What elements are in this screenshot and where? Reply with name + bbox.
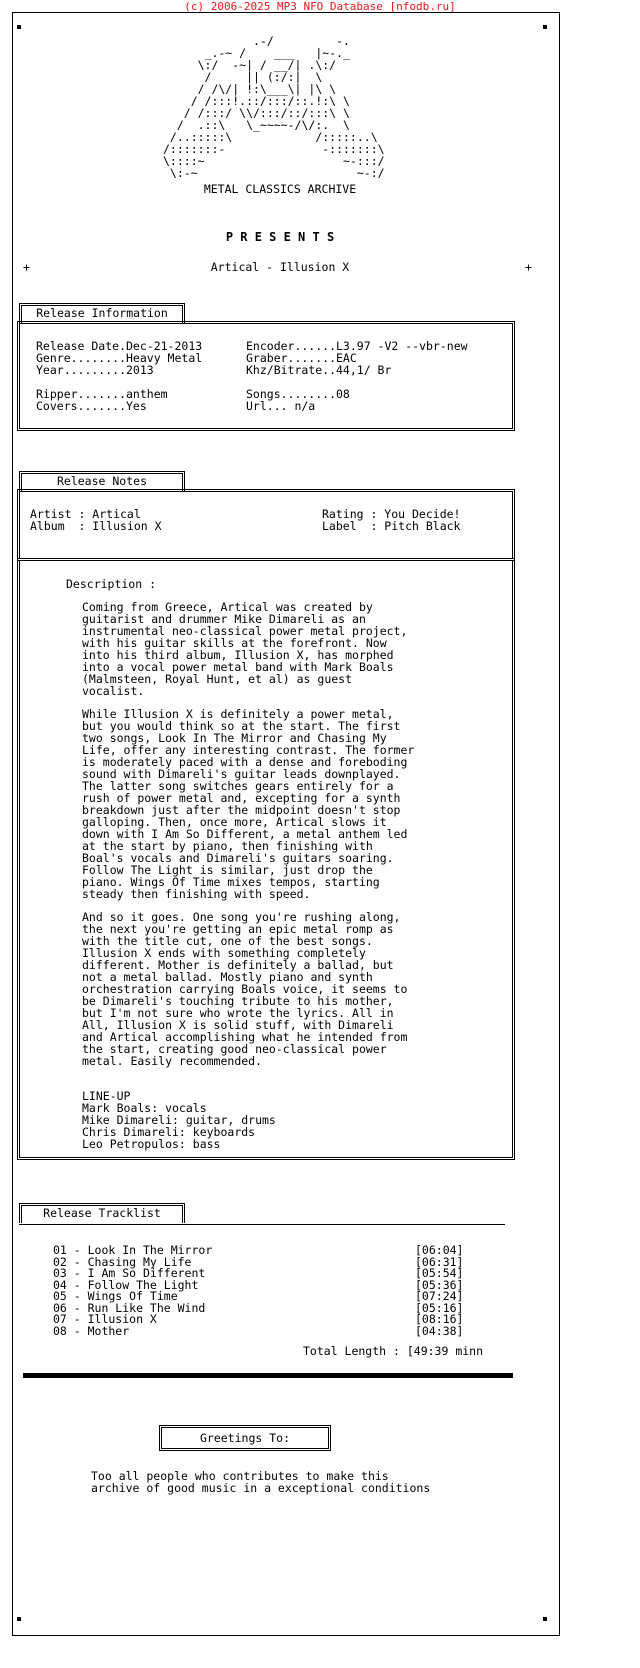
greetings-line: archive of good music in a exceptional conditions	[91, 1481, 431, 1495]
description-line: the next you're getting an epic metal romp as	[82, 922, 394, 936]
release-info-line: Year.........2013	[36, 363, 154, 377]
track-title: 03 - I Am So Different	[53, 1266, 206, 1280]
lineup-line: Mike Dimareli: guitar, drums	[82, 1113, 276, 1127]
release-notes-left	[30, 508, 162, 532]
description-line: While Illusion X is definitely a power metal,	[82, 707, 394, 721]
lineup-line: Mark Boals: vocals	[82, 1101, 207, 1115]
ascii-logo-line: _.-~ / ___ |~-._	[163, 46, 350, 60]
corner-dot-bottom-left	[17, 1617, 21, 1621]
release-notes-line: Label : Pitch Black	[322, 519, 461, 533]
description-line: piano. Wings Of Time mixes tempos, starting	[82, 875, 380, 889]
nfo-document	[12, 12, 560, 1636]
track-title: 02 - Chasing My Life	[53, 1254, 192, 1269]
description-line: Follow The Light is similar, just drop the	[82, 863, 373, 877]
lineup-line: LINE-UP	[82, 1089, 131, 1103]
description-line: but I'm not sure who wrote the lyrics. All in	[82, 1006, 394, 1020]
release-info-line: Url... n/a	[246, 399, 316, 413]
logo-caption: METAL CLASSICS ARCHIVE	[203, 182, 357, 196]
description-line: galloping. Then, once more, Artical slows it	[82, 815, 387, 829]
ascii-logo-line: / || (:/:| \	[163, 70, 323, 84]
description-heading: Description :	[66, 577, 157, 591]
presents-heading: P R E S E N T S	[225, 230, 335, 244]
track-length: [05:36]	[415, 1277, 464, 1292]
description-line: but you would think so at the start. The first	[82, 719, 401, 733]
release-info-line: Genre........Heavy Metal	[36, 351, 203, 365]
track-length: [06:04]	[415, 1243, 464, 1257]
description-line: and Artical accomplishing what he intended from	[82, 1030, 408, 1044]
description-line: the start, creating good neo-classical power	[82, 1042, 387, 1056]
greetings-line: Too all people who contributes to make this	[91, 1469, 389, 1483]
description-line: All, Illusion X is solid stuff, with Dimareli	[82, 1018, 394, 1032]
ascii-logo-line: / /\/| !:\___\| |\ \	[163, 82, 337, 96]
description-line: Coming from Greece, Artical was created by	[82, 600, 373, 614]
corner-dot-top-right	[543, 25, 547, 29]
corner-dot-bottom-right	[543, 1617, 547, 1621]
description-line: sound with Dimareli's guitar leads downplayed.	[82, 767, 401, 781]
description-line: vocalist.	[82, 684, 145, 698]
track-length: [05:54]	[415, 1266, 464, 1280]
track-length: [06:31]	[415, 1254, 464, 1269]
description-line: be Dimareli's touching tribute to his mother,	[82, 994, 394, 1008]
description-line: (Malmsteen, Royal Hunt, et al) as guest	[82, 672, 353, 686]
description-line: different. Mother is definitely a ballad, but	[82, 958, 394, 972]
description-line: into his third album, Illusion X, has morphed	[82, 648, 394, 662]
release-info-line: Release Date.Dec-21-2013	[36, 339, 203, 353]
description-line: two songs, Look In The Mirror and Chasing My	[82, 731, 387, 745]
ascii-logo-line: .-/ -.	[163, 34, 350, 48]
description-line: And so it goes. One song you're rushing along,	[82, 910, 401, 924]
description-line: into a vocal power metal band with Mark Boals	[82, 660, 394, 674]
release-notes-line: Rating : You Decide!	[322, 507, 461, 521]
track-length: [04:38]	[415, 1323, 464, 1338]
description-line: instrumental neo-classical power metal project,	[82, 624, 408, 638]
release-info-header: Release Information	[36, 306, 168, 320]
ascii-logo-line: /..:::::\ /:::::..\	[163, 130, 378, 144]
lineup-line: Leo Petropulos: bass	[82, 1137, 221, 1151]
release-notes-box	[17, 489, 515, 561]
description-line: metal. Easily recommended.	[82, 1054, 263, 1068]
watermark: (c) 2006-2025 MP3 NFO Database [nfodb.ru]	[184, 0, 456, 13]
ascii-logo-line: / /:::/ \\/:::/::/:::\ \	[163, 106, 350, 120]
release-info-tab	[19, 303, 185, 323]
tracklist-tab	[19, 1203, 185, 1223]
description-line: not a metal ballad. Mostly piano and synth	[82, 970, 373, 984]
ascii-logo	[163, 35, 423, 179]
description-paragraph	[82, 911, 414, 1067]
lineup	[82, 1090, 414, 1150]
track-row	[53, 1325, 473, 1337]
description-paragraph	[82, 601, 414, 697]
description-line: Boal's vocals and Dimareli's guitars soaring.	[82, 851, 394, 865]
description-line: with his guitar skills at the forefront. Now	[82, 636, 387, 650]
description-line: steady then finishing with speed.	[82, 887, 311, 901]
release-notes-line: Album : Illusion X	[30, 519, 162, 533]
description-line: Illusion X ends with something completely	[82, 946, 366, 960]
track-title: 05 - Wings Of Time	[53, 1289, 178, 1303]
description-line: guitarist and drummer Mike Dimareli as an	[82, 612, 366, 626]
release-info-line: Ripper.......anthem	[36, 387, 168, 401]
corner-dot-top-left	[17, 25, 21, 29]
plus-marker-right: +	[525, 260, 532, 274]
release-info-line: Encoder......L3.97 -V2 --vbr-new	[246, 339, 468, 353]
greetings-header: Greetings To:	[199, 1431, 290, 1445]
release-notes-right	[322, 508, 460, 532]
description-line: breakdown just after the midpoint doesn't stop	[82, 803, 401, 817]
greetings-text	[91, 1470, 430, 1494]
total-length: Total Length : [49:39 minn	[303, 1344, 484, 1358]
release-info-right	[246, 340, 468, 412]
greetings-box	[159, 1425, 331, 1451]
release-notes-header: Release Notes	[56, 474, 147, 488]
description-box	[17, 558, 515, 1160]
ascii-logo-line: \::::~ ~-:::/	[163, 154, 385, 168]
release-info-line: Graber.......EAC	[246, 351, 357, 365]
description-body	[82, 601, 414, 1150]
description-line: Life, offer any interesting contrast. The former	[82, 743, 415, 757]
track-title: 06 - Run Like The Wind	[53, 1300, 206, 1315]
description-line: is moderately paced with a dense and foreboding	[82, 755, 408, 769]
release-notes-line: Artist : Artical	[30, 507, 141, 521]
release-title: Artical - Illusion X	[210, 260, 350, 274]
lineup-line: Chris Dimareli: keyboards	[82, 1125, 256, 1139]
track-title: 01 - Look In The Mirror	[53, 1243, 213, 1257]
tracklist-list	[53, 1244, 473, 1336]
description-paragraph	[82, 708, 414, 900]
track-title: 07 - Illusion X	[53, 1312, 157, 1326]
ascii-logo-line: /:::::::- -:::::::\	[163, 142, 385, 156]
release-info-line: Khz/Bitrate..44,1/ Br	[246, 363, 392, 377]
track-title: 08 - Mother	[53, 1323, 130, 1338]
description-line: down with I Am So Different, a metal anthem led	[82, 827, 408, 841]
release-info-box	[17, 321, 515, 431]
ascii-logo-art	[163, 35, 423, 179]
description-line: The latter song switches gears entirely for a	[82, 779, 394, 793]
release-info-left	[36, 340, 202, 412]
description-line: rush of power metal and, excepting for a synth	[82, 791, 401, 805]
ascii-logo-line: / /:::!.::/:::/::.!:\ \	[163, 94, 350, 108]
track-length: [05:16]	[415, 1300, 464, 1315]
track-length: [08:16]	[415, 1312, 464, 1326]
track-title: 04 - Follow The Light	[53, 1277, 199, 1292]
section-divider	[23, 1373, 513, 1378]
release-notes-tab	[19, 471, 185, 491]
ascii-logo-line: \:/ -~| / __/| .\:/	[163, 58, 337, 72]
description-line: with the title cut, one of the best songs.	[82, 934, 373, 948]
description-line: at the start by piano, then finishing with	[82, 839, 373, 853]
ascii-logo-line: \:-~ ~-:/	[163, 166, 385, 180]
tracklist-header: Release Tracklist	[43, 1206, 161, 1220]
plus-marker-left: +	[23, 260, 30, 274]
ascii-logo-line: / .::\ \_~~~~-/\/:. \	[163, 118, 350, 132]
description-line: orchestration carrying Boals voice, it seems to	[82, 982, 408, 996]
release-info-line: Songs........08	[246, 387, 350, 401]
tracklist-rule	[19, 1224, 505, 1225]
track-length: [07:24]	[415, 1289, 464, 1303]
release-info-line: Covers.......Yes	[36, 399, 147, 413]
